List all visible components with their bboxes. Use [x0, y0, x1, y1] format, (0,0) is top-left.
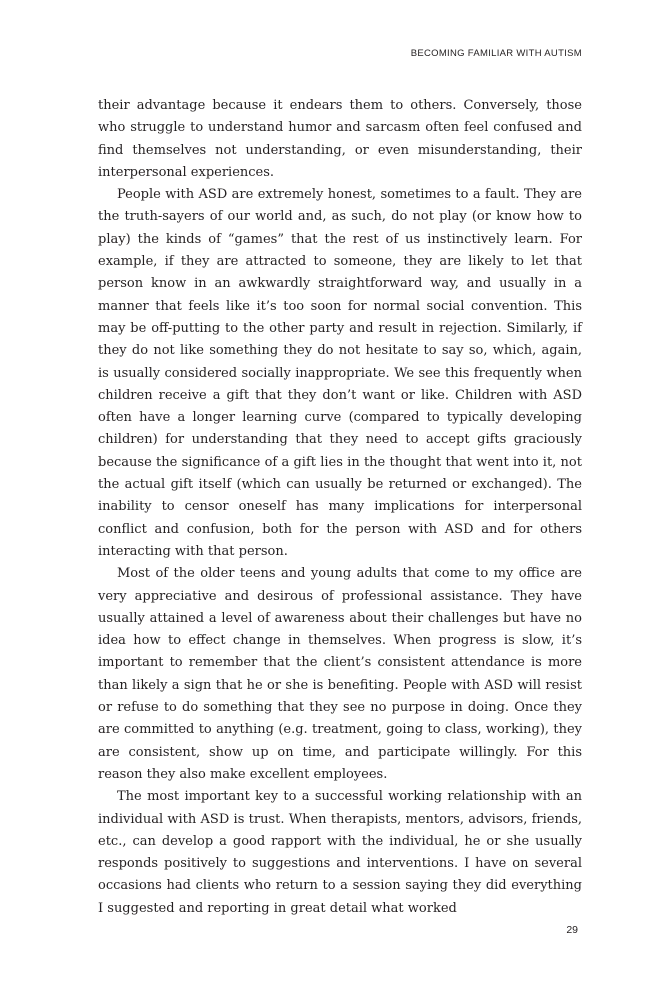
page-number: 29 [566, 924, 578, 936]
paragraph-honesty: People with ASD are extremely honest, sometimes to a fault. They are the truth-sayers of our world and, as such, do not play (or know how to play) the kinds of “games” that the rest of us instinctively learn. For example, if they are attracted to someone, they are likely to let that person know in an awkwardly straightforward way, and usually in a manner that feels like it’s too soon for normal social convention. This may be off-putting to the other party and result in rejection. Similarly, if they do not like something they do not hesitate to say so, which, again, is usually considered socially inappropriate. We see this frequently when children receive a gift that they don’t want or like. Children with ASD often have a longer learning curve (compared to typically developing children) for understanding that they need to accept gifts graciously because the significance of a gift lies in the thought that went into it, not the actual gift itself (which can usually be returned or exchanged). The inability to censor oneself has many implications for interpersonal conflict and confusion, both for the person with ASD and for others interacting with that person. [98, 187, 582, 559]
running-head: BECOMING FAMILIAR WITH AUTISM [410, 48, 582, 59]
body-text [98, 95, 582, 920]
paragraph-trust: The most important key to a successful working relationship with an individual with ASD is trust. When therapists, mentors, advisors, friends, etc., can develop a good rapport with the individual, he or she usually responds positively to suggestions and interventions. I have on several occasions had clients who return to a session saying they did everything I suggested and reporting in great detail what worked [98, 789, 582, 916]
paragraph-older-teens: Most of the older teens and young adults that come to my office are very appreciative and desirous of professional assistance. They have usually attained a level of awareness about their challenges but have no idea how to effect change in themselves. When progress is slow, it’s important to remember that the client’s consistent attendance is more than likely a sign that he or she is benefiting. People with ASD will resist or refuse to do something that they see no purpose in doing. Once they are committed to anything (e.g. treatment, going to class, working), they are consistent, show up on time, and participate willingly. For this reason they also make excellent employees. [98, 566, 582, 782]
paragraph-continuation: their advantage because it endears them to others. Conversely, those who struggle to understand humor and sarcasm often feel confused and find themselves not understanding, or even misunderstanding, their interpersonal experiences. [98, 98, 582, 180]
